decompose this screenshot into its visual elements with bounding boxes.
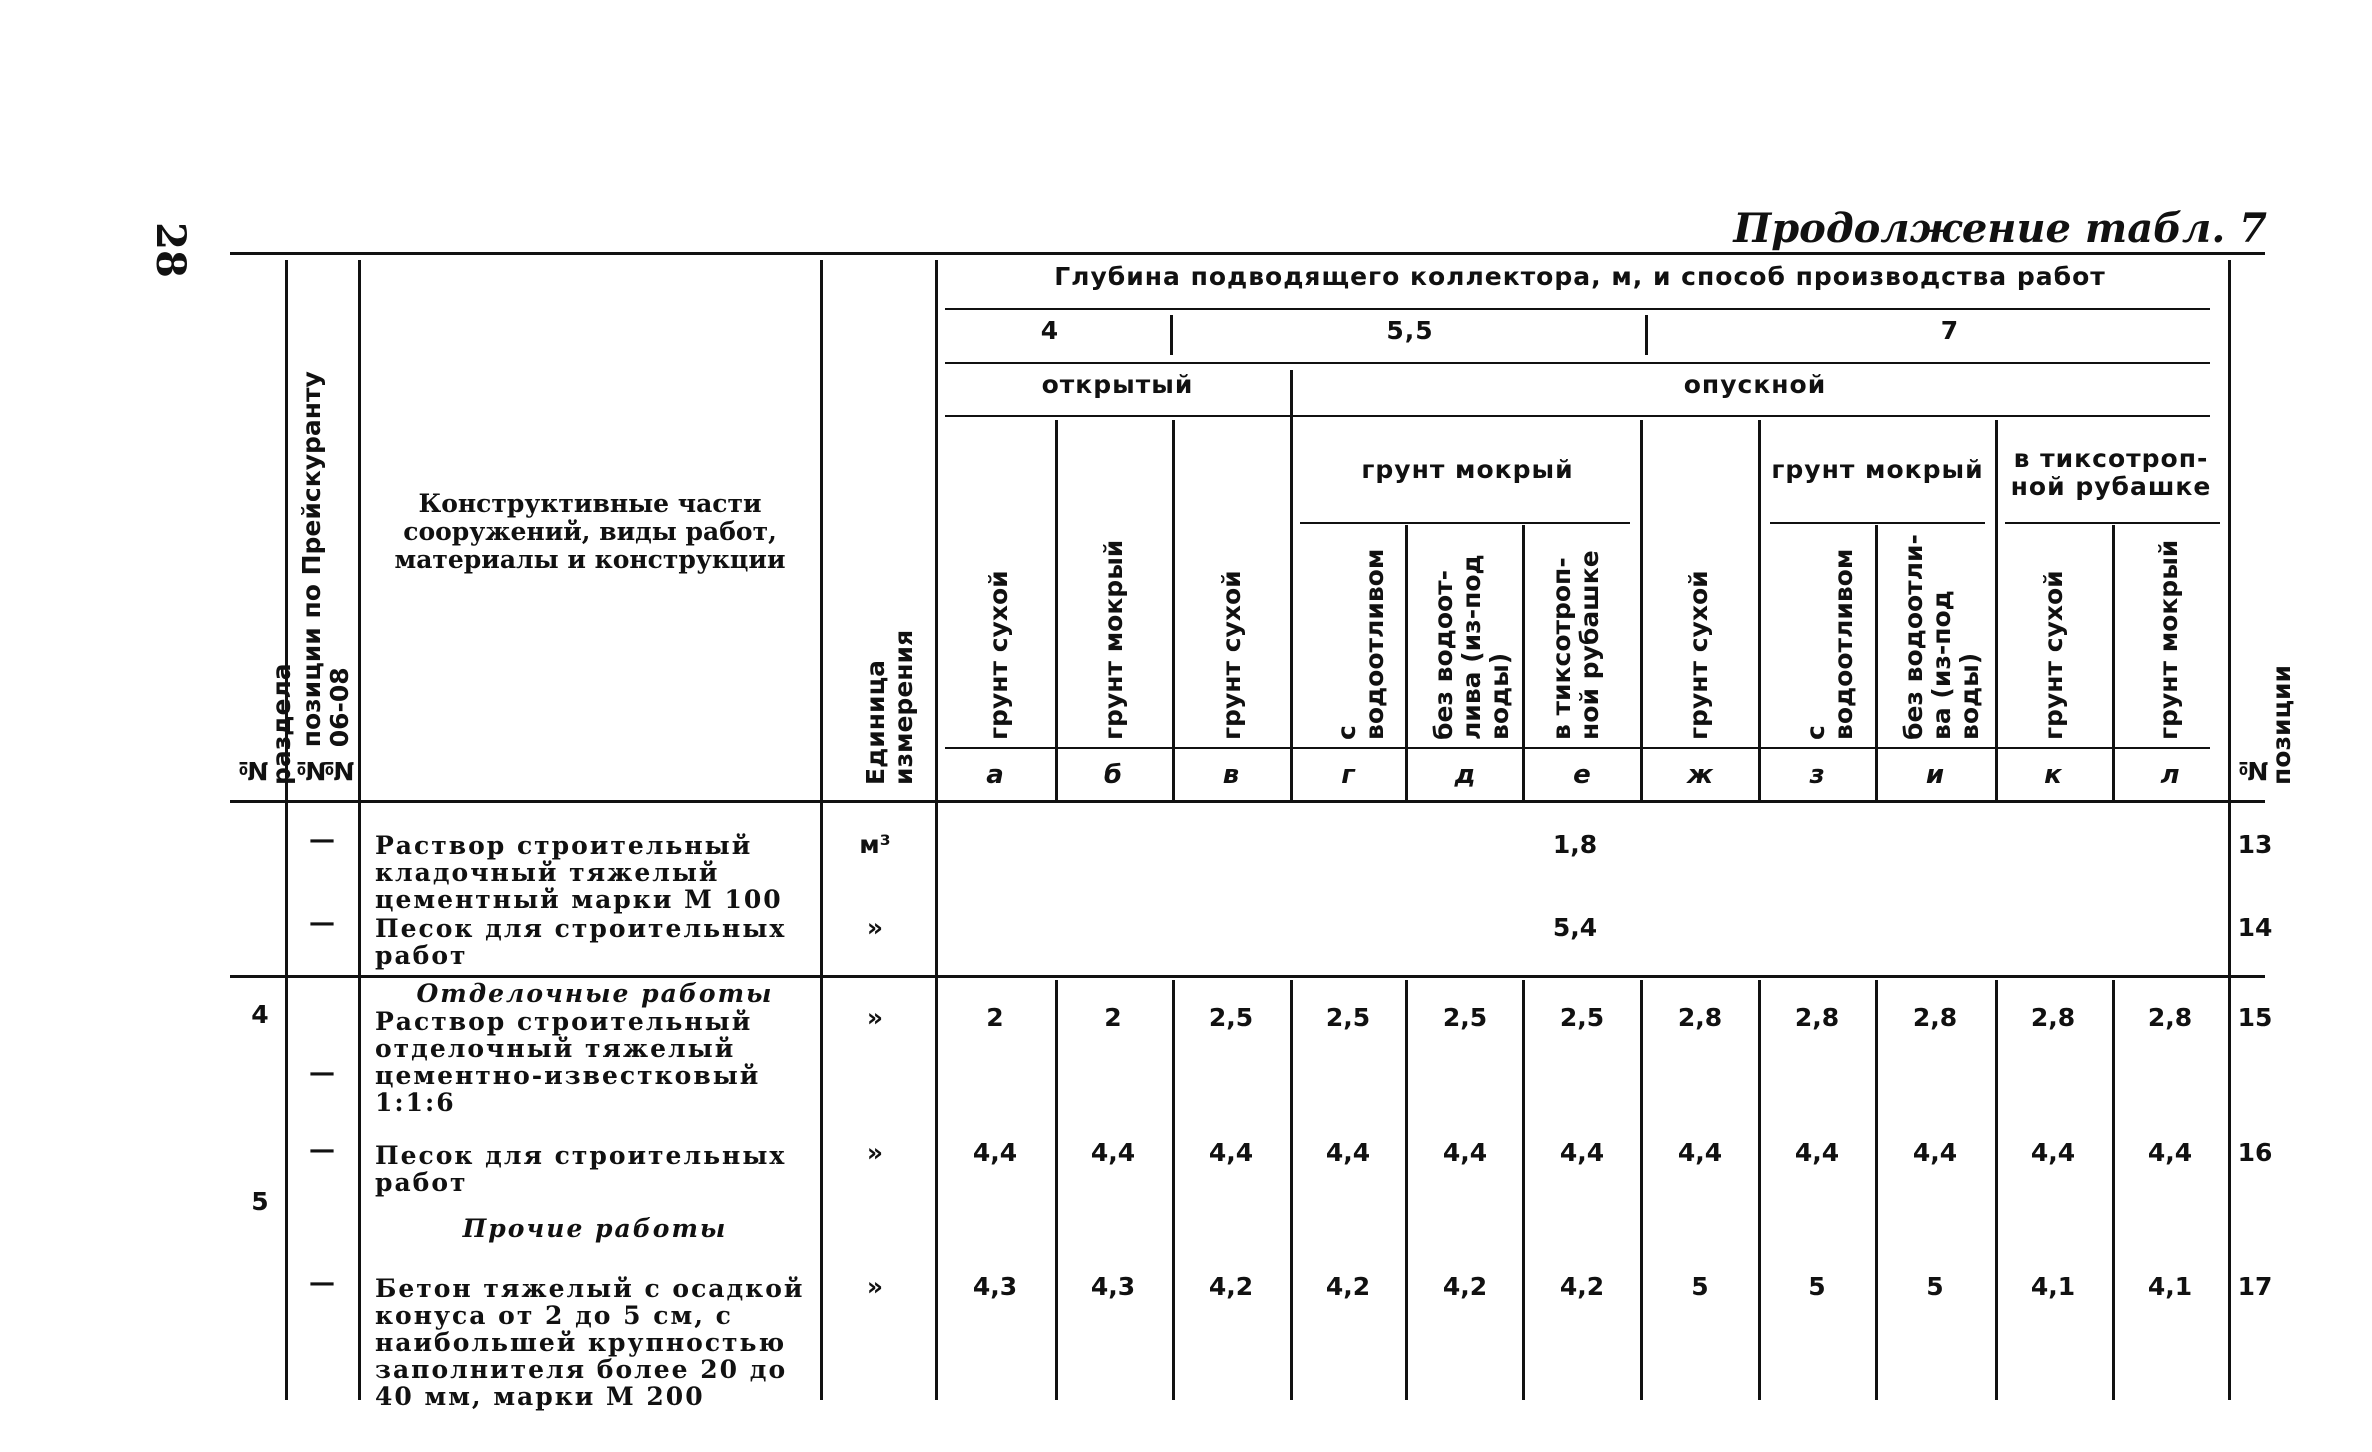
vr-e: [1522, 525, 1525, 800]
vr-h: [1875, 525, 1878, 800]
row15-b: 2: [1104, 1003, 1122, 1032]
row16-text: Песок для строительных работ: [375, 1141, 787, 1197]
vrule-4: [935, 260, 938, 1400]
br-3: [1290, 980, 1293, 1400]
vrule-2: [358, 260, 361, 1400]
br-10: [2112, 980, 2115, 1400]
rule-depth: [945, 308, 2210, 310]
sub-col-k: грунт сухой: [2039, 570, 2068, 740]
continuation-title: Продолжение табл. 7: [1733, 205, 2267, 252]
row15-z: 2,8: [1794, 1003, 1840, 1032]
depth-title: Глубина подводящего коллектора, м, и способ производства работ: [1054, 262, 2106, 291]
row17-z: 5: [1808, 1272, 1826, 1301]
row17-k: 4,1: [2030, 1272, 2076, 1301]
row16-l: 4,4: [2147, 1138, 2193, 1167]
vr-b: [1172, 420, 1175, 800]
rule-method: [945, 362, 2210, 364]
row17-d: 4,2: [1442, 1272, 1488, 1301]
header-unit: Единица измерения: [861, 629, 918, 785]
section-divider-rule: [230, 975, 2265, 978]
heading-other: Прочие работы: [462, 1214, 728, 1243]
sub-col-e: в тиксотроп-ной рубашке: [1547, 550, 1604, 740]
row15-text: Раствор строительный отделочный тяжелый цементно-известковый 1:1:6: [375, 1007, 761, 1117]
row15-g: 2,5: [1325, 1003, 1371, 1032]
sub-col-v: грунт сухой: [1217, 570, 1246, 740]
header-bottom-rule: [230, 800, 2265, 803]
depth-5-5: 5,5: [1386, 316, 1434, 345]
br-2: [1172, 980, 1175, 1400]
row13-value: 1,8: [1552, 830, 1598, 859]
sub-col-g: с водоотливом: [1332, 548, 1389, 740]
page-number: 28: [147, 222, 194, 278]
row14-value: 5,4: [1552, 913, 1598, 942]
row15-dash: —: [309, 1058, 335, 1088]
row16-e: 4,4: [1559, 1138, 1605, 1167]
br-5: [1522, 980, 1525, 1400]
vr-f: [1640, 420, 1643, 800]
row13-text: Раствор строительный кладочный тяжелый цементный марки М 100: [375, 831, 783, 914]
rule-wet-2: [1770, 522, 1985, 524]
letter-g: г: [1341, 760, 1355, 790]
letter-i: и: [1925, 760, 1945, 790]
letter-z: з: [1809, 760, 1825, 790]
method-caisson: опускной: [1683, 370, 1827, 399]
sub-col-b: грунт мокрый: [1099, 539, 1128, 740]
sub-col-zh: грунт сухой: [1684, 570, 1713, 740]
row15-a: 2: [986, 1003, 1004, 1032]
letter-b: б: [1103, 760, 1123, 790]
sub-col-d: без водоот-лива (из-под воды): [1429, 554, 1514, 740]
row16-g: 4,4: [1325, 1138, 1371, 1167]
row16-z: 4,4: [1794, 1138, 1840, 1167]
row17-g: 4,2: [1325, 1272, 1371, 1301]
vr-i: [1995, 420, 1998, 800]
br-1: [1055, 980, 1058, 1400]
row16-zh: 4,4: [1677, 1138, 1723, 1167]
br-6: [1640, 980, 1643, 1400]
section-4: 4: [251, 1000, 269, 1029]
row14-dash: —: [309, 908, 335, 938]
vr-j: [2112, 525, 2115, 800]
letter-e: е: [1573, 760, 1591, 790]
row17-e: 4,2: [1559, 1272, 1605, 1301]
row16-b: 4,4: [1090, 1138, 1136, 1167]
sub-col-a: грунт сухой: [984, 570, 1013, 740]
section-5: 5: [251, 1187, 269, 1216]
row17-v: 4,2: [1208, 1272, 1254, 1301]
letter-k: к: [2044, 760, 2062, 790]
heading-finishing: Отделочные работы: [416, 979, 774, 1008]
rule-thixo: [2005, 522, 2220, 524]
vrule-1: [285, 260, 288, 1400]
row17-i: 5: [1926, 1272, 1944, 1301]
row15-v: 2,5: [1208, 1003, 1254, 1032]
row17-b: 4,3: [1090, 1272, 1136, 1301]
row14-pos: 14: [2237, 913, 2273, 942]
vr-a: [1055, 420, 1058, 800]
header-position-no: № позиции: [2239, 664, 2296, 785]
row16-a: 4,4: [972, 1138, 1018, 1167]
letter-d: д: [1454, 760, 1476, 790]
row14-unit: »: [866, 913, 884, 942]
br-4: [1405, 980, 1408, 1400]
row16-pos: 16: [2237, 1138, 2273, 1167]
row13-unit: м³: [859, 830, 891, 859]
vr-d: [1405, 525, 1408, 800]
row15-unit: »: [866, 1003, 884, 1032]
row17-l: 4,1: [2147, 1272, 2193, 1301]
header-price-position: № позиции по Прейскуранту № 06-08: [297, 371, 354, 785]
br-9: [1995, 980, 1998, 1400]
row16-v: 4,4: [1208, 1138, 1254, 1167]
row15-zh: 2,8: [1677, 1003, 1723, 1032]
letter-v: в: [1222, 760, 1240, 790]
sub-col-i: без водоотли-ва (из-под воды): [1899, 534, 1984, 740]
row15-k: 2,8: [2030, 1003, 2076, 1032]
row16-d: 4,4: [1442, 1138, 1488, 1167]
method-open: открытый: [1041, 370, 1194, 399]
row17-dash: —: [309, 1268, 335, 1298]
row16-i: 4,4: [1912, 1138, 1958, 1167]
group-thixo: в тиксотроп-ной рубашке: [2010, 444, 2212, 501]
row17-unit: »: [866, 1272, 884, 1301]
sub-col-z: с водоотливом: [1801, 548, 1858, 740]
header-section-no: № раздела: [239, 663, 296, 785]
vr-c: [1290, 370, 1293, 800]
table-top-rule: [230, 252, 2265, 255]
rule-group: [945, 415, 2210, 417]
depth-4: 4: [1040, 316, 1060, 345]
header-description: Конструктивные части сооружений, виды работ, материалы и конструкции: [394, 489, 786, 574]
row15-l: 2,8: [2147, 1003, 2193, 1032]
rule-wet-1: [1300, 522, 1630, 524]
row13-pos: 13: [2237, 830, 2273, 859]
row16-k: 4,4: [2030, 1138, 2076, 1167]
group-wet-2: грунт мокрый: [1771, 455, 1984, 484]
row15-i: 2,8: [1912, 1003, 1958, 1032]
row17-pos: 17: [2237, 1272, 2273, 1301]
letter-l: л: [2160, 760, 2180, 790]
row15-pos: 15: [2237, 1003, 2273, 1032]
vrule-5: [2228, 260, 2231, 1400]
br-8: [1875, 980, 1878, 1400]
row17-zh: 5: [1691, 1272, 1709, 1301]
row16-dash: —: [309, 1135, 335, 1165]
depth-7: 7: [1940, 316, 1960, 345]
row14-text: Песок для строительных работ: [375, 914, 787, 970]
row13-dash: —: [309, 825, 335, 855]
letter-zh: ж: [1687, 760, 1713, 790]
row15-d: 2,5: [1442, 1003, 1488, 1032]
vr-depth1: [1170, 315, 1173, 355]
group-wet-1: грунт мокрый: [1361, 455, 1574, 484]
vrule-3: [820, 260, 823, 1400]
letter-a: а: [986, 760, 1004, 790]
rule-letters: [945, 747, 2210, 749]
row16-unit: »: [866, 1138, 884, 1167]
row17-text: Бетон тяжелый с осадкой конуса от 2 до 5 см, с наибольшей крупностью заполнителя более 20 до 40 мм, марки М 200: [375, 1274, 805, 1411]
sub-col-l: грунт мокрый: [2154, 539, 2183, 740]
vr-depth2: [1645, 315, 1648, 355]
row17-a: 4,3: [972, 1272, 1018, 1301]
row15-e: 2,5: [1559, 1003, 1605, 1032]
br-7: [1758, 980, 1761, 1400]
